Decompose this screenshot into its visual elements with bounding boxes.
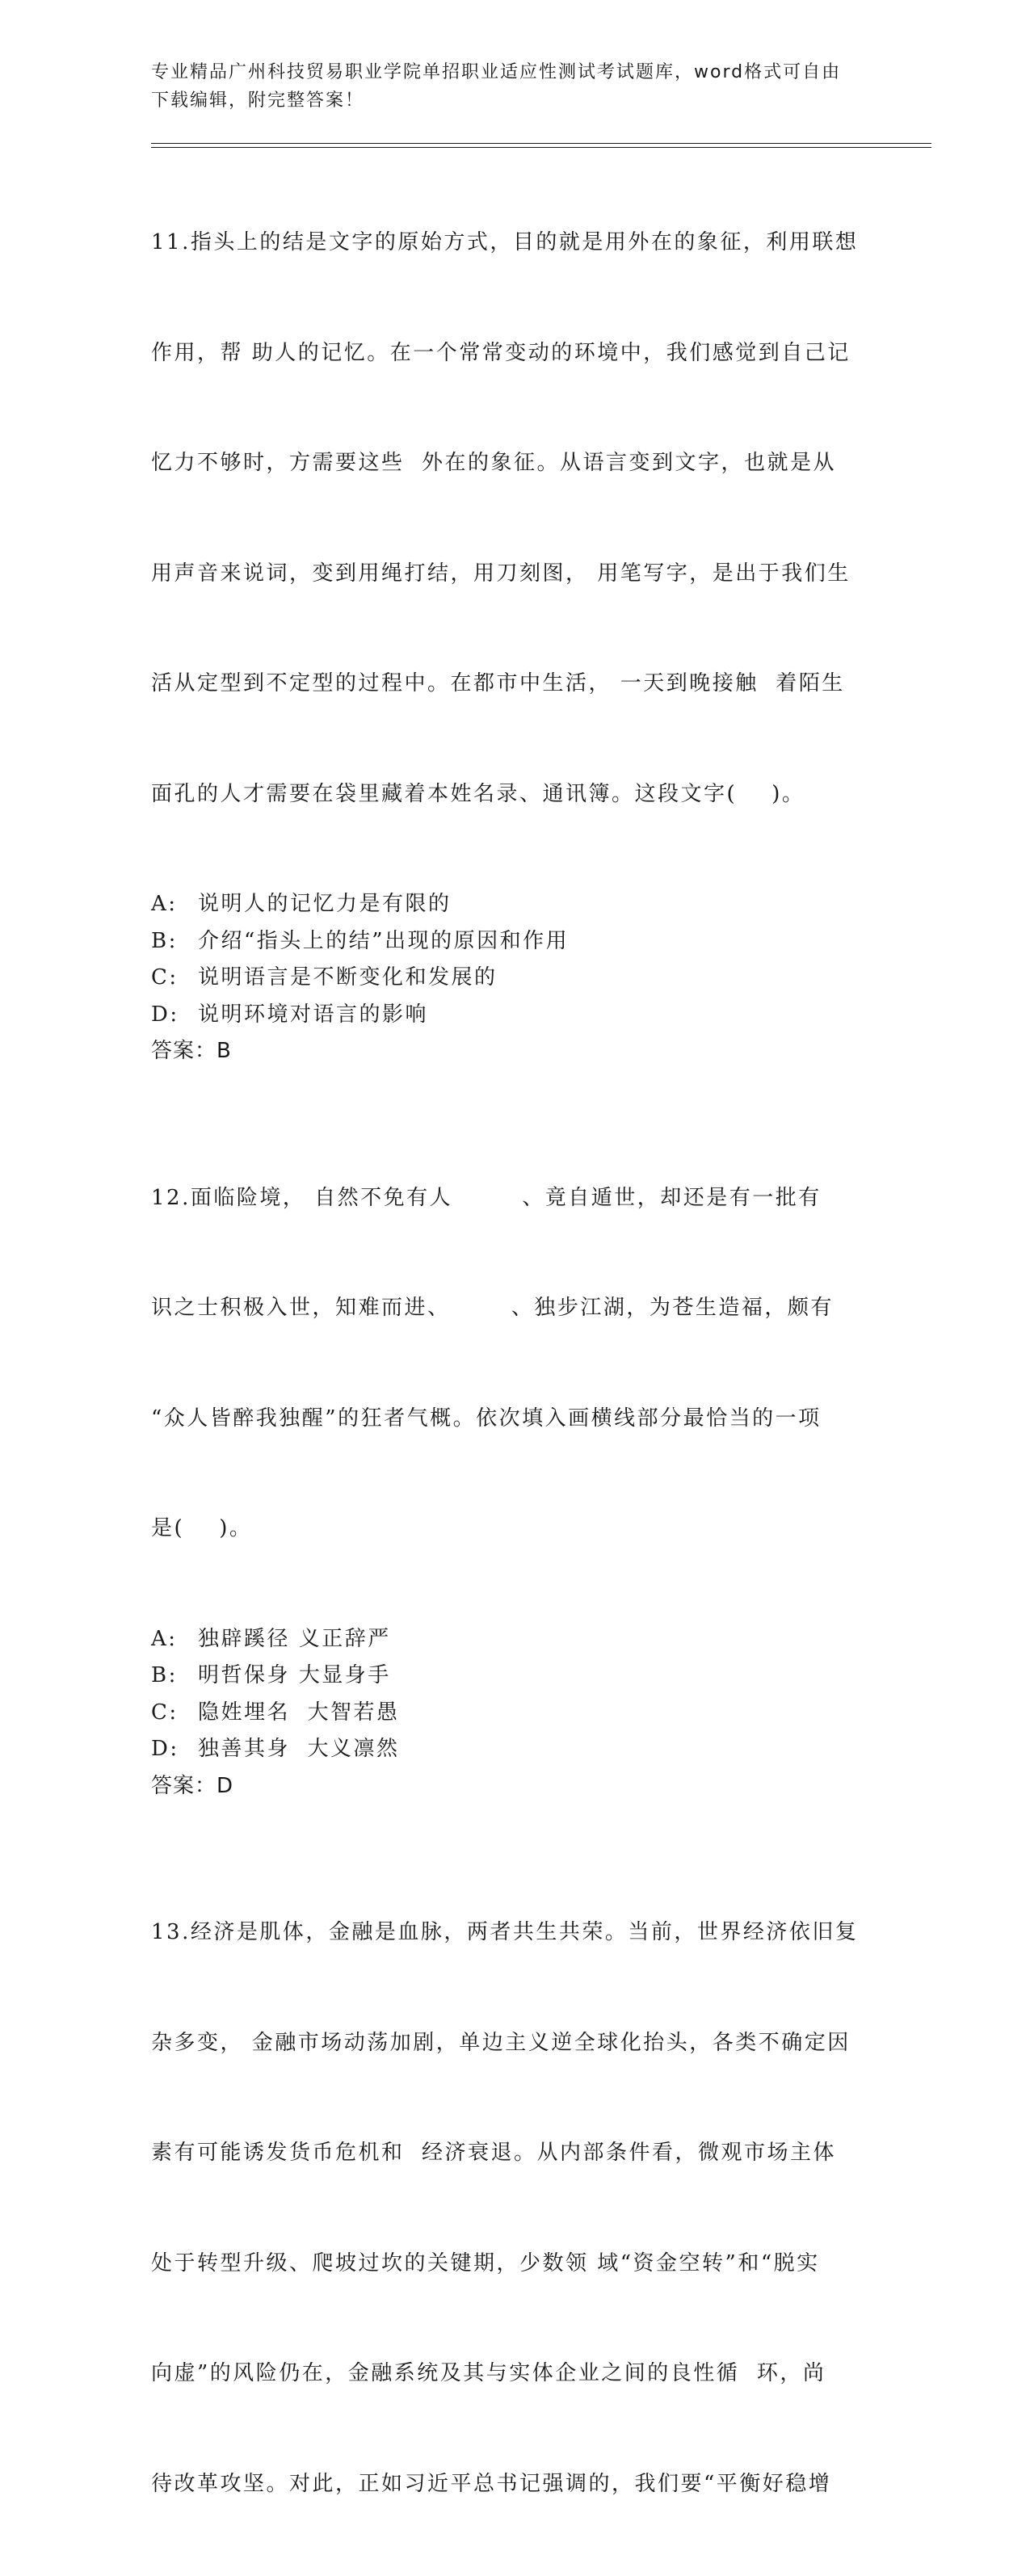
answer-line: 答案：B [151,1039,232,1063]
header-divider [151,143,931,144]
question-12 [151,1107,870,1805]
stem-line: 用声音来说词，变到用绳打结，用刀刻图， 用笔写字，是出于我们生 [151,561,851,586]
question-13 [151,1841,870,2576]
option-text: 明哲保身 大显身手 [198,1663,391,1687]
stem-line: 忆力不够时，方需要这些 外在的象征。从语言变到文字，也就是从 [151,451,837,475]
option-a [151,886,870,923]
header-divider-second [151,147,931,148]
question-list [151,151,870,2576]
option-letter: A: [151,1626,178,1651]
header-line-2: 下载编辑，附完整答案！ [151,90,365,111]
stem-line: 13.经济是肌体，金融是血脉，两者共生共荣。当前，世界经济依旧复 [151,1920,859,1944]
page-header [151,58,862,115]
stem-line: 面孔的人才需要在袋里藏着本姓名录、通讯簿。这段文字( )。 [151,781,805,806]
option-text: 介绍“指头上的结”出现的原因和作用 [198,928,570,953]
question-11 [151,151,870,1070]
option-a [151,1621,870,1658]
option-text: 独辟蹊径 义正辞严 [198,1626,391,1651]
option-letter: B: [151,1663,178,1687]
option-c [151,960,870,997]
option-d [151,1731,870,1768]
stem-line: “众人皆醉我独醒”的狂者气概。依次填入画横线部分最恰当的一项 [151,1406,822,1431]
option-b [151,1658,870,1695]
option-letter: C: [151,965,179,990]
question-stem [151,1841,870,2576]
option-text: 说明人的记忆力是有限的 [198,892,452,916]
option-letter: D: [151,1002,179,1027]
answer-line: 答案：D [151,1773,234,1798]
stem-line: 杂多变， 金融市场动荡加剧，单边主义逆全球化抬头，各类不确定因 [151,2030,851,2055]
option-text: 独善其身 大义凛然 [198,1737,400,1761]
stem-line: 识之士积极入世，知难而进、 、独步江湖，为苍生造福，颇有 [151,1296,834,1320]
stem-line: 作用，帮 助人的记忆。在一个常常变动的环境中，我们感觉到自己记 [151,340,851,365]
option-b [151,923,870,960]
spacer [151,1070,870,1107]
stem-line: 向虚”的风险仍在，金融系统及其与实体企业之间的良性循 环，尚 [151,2361,826,2385]
option-letter: C: [151,1700,179,1725]
stem-line: 活从定型到不定型的过程中。在都市中生活， 一天到晚接触 着陌生 [151,671,845,695]
spacer [151,1805,870,1841]
option-text: 说明环境对语言的影响 [198,1002,429,1027]
stem-line: 待改革攻坚。对此，正如习近平总书记强调的，我们要“平衡好稳增 [151,2471,832,2496]
question-stem [151,151,870,886]
option-text: 隐姓埋名 大智若愚 [198,1700,400,1725]
stem-line: 12.面临险境， 自然不免有人 、竟自遁世，却还是有一批有 [151,1185,822,1210]
option-text: 说明语言是不断变化和发展的 [198,965,498,990]
option-d [151,997,870,1034]
option-letter: A: [151,892,178,916]
option-c [151,1695,870,1732]
stem-line: 处于转型升级、爬坡过坎的关键期，少数领 域“资金空转”和“脱实 [151,2250,820,2276]
header-line-1: 专业精品广州科技贸易职业学院单招职业适应性测试考试题库，word格式可自由 [151,62,842,82]
option-letter: D: [151,1737,179,1761]
stem-line: 素有可能诱发货币危机和 经济衰退。从内部条件看，微观市场主体 [151,2141,837,2165]
stem-line: 11.指头上的结是文字的原始方式，目的就是用外在的象征，利用联想 [151,230,859,254]
stem-line: 是( )。 [151,1516,253,1540]
question-stem [151,1107,870,1621]
option-letter: B: [151,928,178,953]
